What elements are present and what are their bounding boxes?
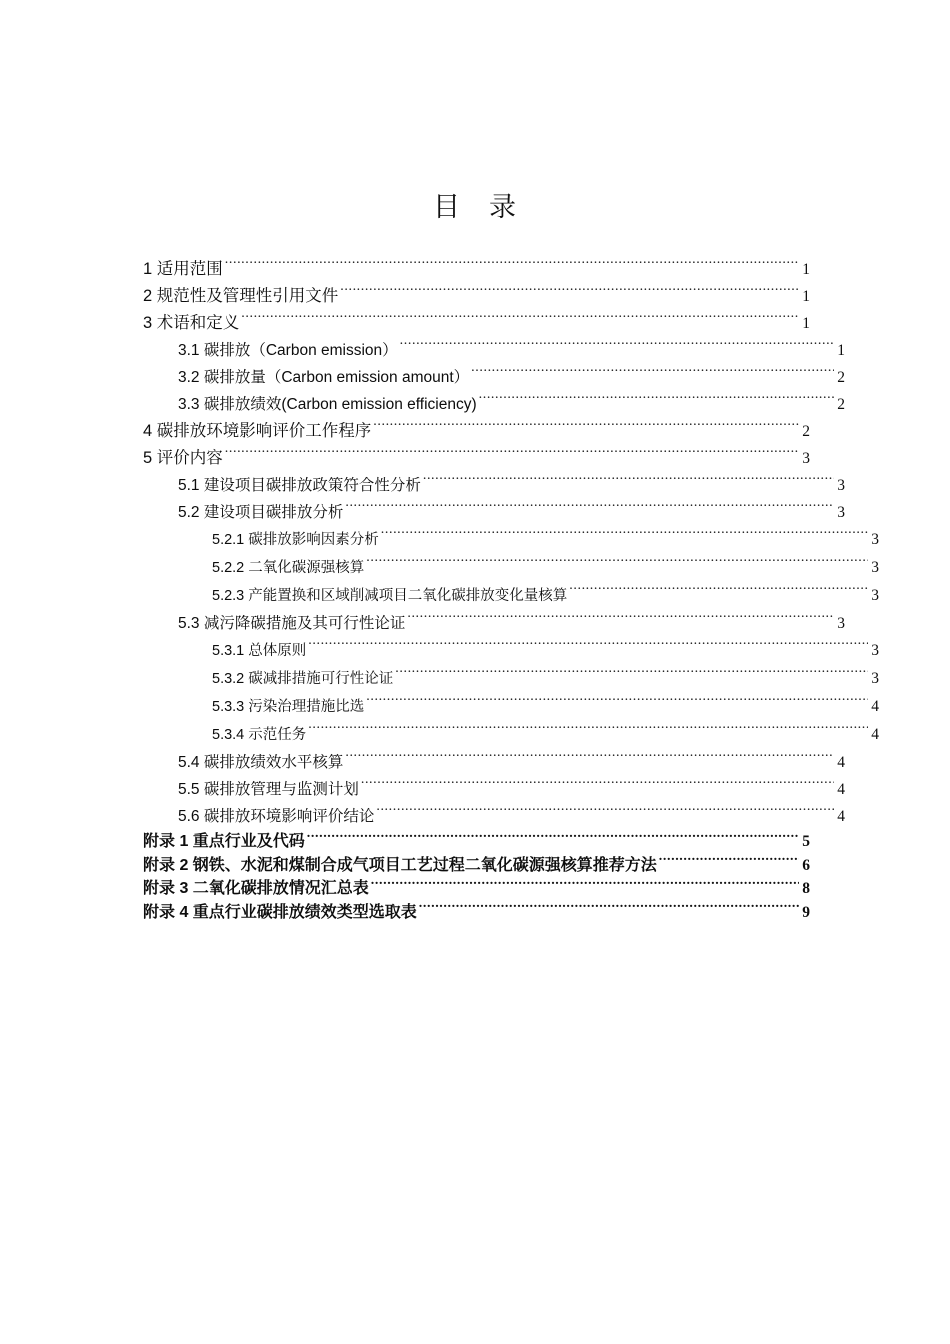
- toc-entry[interactable]: [143, 445, 810, 472]
- toc-dot-leader: [423, 475, 834, 491]
- toc-dot-leader: [225, 447, 799, 464]
- toc-dot-leader: [308, 641, 868, 656]
- toc-dot-leader: [381, 530, 868, 545]
- toc-entry[interactable]: [143, 803, 845, 830]
- toc-dot-leader: [366, 697, 868, 712]
- toc-page-number: 3: [871, 531, 879, 548]
- toc-dot-leader: [395, 669, 868, 684]
- toc-entry-label: 5.2.2 二氧化碳源强核算: [212, 560, 365, 576]
- toc-entry[interactable]: [143, 256, 810, 283]
- toc-page-number: 8: [802, 880, 810, 897]
- toc-dot-leader: [345, 752, 834, 768]
- toc-entry-label: 4 碳排放环境影响评价工作程序: [143, 422, 372, 440]
- toc-dot-leader: [407, 613, 834, 629]
- toc-entry[interactable]: [143, 693, 879, 721]
- toc-page-number: 4: [837, 754, 845, 771]
- toc-entry-label: 3.1 碳排放（Carbon emission）: [178, 342, 398, 359]
- toc-entry[interactable]: [143, 854, 810, 878]
- toc-page-number: 2: [837, 396, 845, 413]
- toc-entry-label: 附录 4 重点行业碳排放绩效类型选取表: [143, 903, 417, 921]
- toc-entry-label: 5.6 碳排放环境影响评价结论: [178, 808, 375, 825]
- toc-dot-leader: [345, 502, 834, 518]
- toc-entry-label: 5.3.4 示范任务: [212, 727, 307, 743]
- toc-entry[interactable]: [143, 554, 879, 582]
- toc-dot-leader: [471, 367, 834, 383]
- toc-entry[interactable]: [143, 721, 879, 749]
- toc-dot-leader: [659, 854, 799, 870]
- toc-entry-label: 3.3 碳排放绩效(Carbon emission efficiency): [178, 396, 477, 413]
- toc-entry[interactable]: [143, 391, 845, 418]
- toc-dot-leader: [308, 725, 868, 740]
- toc-entry[interactable]: [143, 610, 845, 637]
- toc-entry-label: 2 规范性及管理性引用文件: [143, 287, 339, 305]
- toc-page-number: 3: [871, 559, 879, 576]
- toc-page-number: 3: [871, 587, 879, 604]
- toc-page-number: 3: [837, 477, 845, 494]
- toc-dot-leader: [241, 312, 799, 329]
- toc-page-number: 5: [802, 833, 810, 850]
- toc-entry-label: 5.3.3 污染治理措施比选: [212, 699, 365, 715]
- toc-dot-leader: [307, 830, 799, 846]
- toc-entry-label: 5.3 减污降碳措施及其可行性论证: [178, 615, 406, 632]
- toc-entry[interactable]: [143, 283, 810, 310]
- toc-entry-label: 5.2 建设项目碳排放分析: [178, 504, 344, 521]
- toc-page-number: 1: [802, 261, 810, 278]
- toc-entry[interactable]: [143, 337, 845, 364]
- toc-entry-label: 5.3.2 碳减排措施可行性论证: [212, 671, 394, 687]
- toc-dot-leader: [361, 779, 834, 795]
- toc-entry-label: 5.1 建设项目碳排放政策符合性分析: [178, 477, 421, 494]
- toc-entry[interactable]: [143, 310, 810, 337]
- toc-page-number: 2: [837, 369, 845, 386]
- toc-entry[interactable]: [143, 418, 810, 445]
- toc-page-number: 1: [802, 288, 810, 305]
- toc-dot-leader: [373, 420, 799, 437]
- toc-page-number: 1: [802, 315, 810, 332]
- toc-page-number: 4: [871, 698, 879, 715]
- toc-dot-leader: [340, 285, 799, 302]
- toc-dot-leader: [400, 340, 834, 356]
- table-of-contents: [143, 256, 879, 924]
- toc-entry-label: 5.2.3 产能置换和区域削减项目二氧化碳排放变化量核算: [212, 588, 568, 604]
- toc-entry[interactable]: [143, 582, 879, 610]
- toc-entry[interactable]: [143, 901, 810, 925]
- toc-entry[interactable]: [143, 526, 879, 554]
- toc-page-number: 2: [802, 423, 810, 440]
- toc-entry[interactable]: [143, 776, 845, 803]
- toc-entry[interactable]: [143, 749, 845, 776]
- toc-page-number: 3: [837, 615, 845, 632]
- toc-page-number: 1: [837, 342, 845, 359]
- toc-entry-label: 5.2.1 碳排放影响因素分析: [212, 532, 379, 548]
- toc-entry[interactable]: [143, 637, 879, 665]
- toc-page-number: 9: [802, 903, 810, 921]
- toc-page-number: 4: [871, 726, 879, 743]
- toc-entry-label: 3 术语和定义: [143, 314, 240, 332]
- toc-entry-label: 5.5 碳排放管理与监测计划: [178, 781, 359, 798]
- toc-entry[interactable]: [143, 364, 845, 391]
- toc-entry[interactable]: [143, 499, 845, 526]
- toc-page-number: 3: [837, 504, 845, 521]
- toc-dot-leader: [569, 586, 868, 601]
- toc-entry-label: 1 适用范围: [143, 260, 223, 278]
- toc-dot-leader: [479, 394, 834, 410]
- toc-dot-leader: [371, 877, 799, 893]
- toc-entry-label: 附录 3 二氧化碳排放情况汇总表: [143, 880, 369, 897]
- toc-dot-leader: [376, 806, 834, 822]
- toc-entry-label: 5.4 碳排放绩效水平核算: [178, 754, 344, 771]
- toc-entry-label: 附录 1 重点行业及代码: [143, 833, 305, 850]
- toc-entry[interactable]: [143, 472, 845, 499]
- toc-dot-leader: [225, 258, 799, 275]
- toc-page-number: 3: [871, 642, 879, 659]
- toc-entry[interactable]: [143, 830, 810, 854]
- toc-dot-leader: [366, 558, 868, 573]
- toc-entry-label: 5.3.1 总体原则: [212, 643, 307, 659]
- toc-page-number: 3: [802, 450, 810, 467]
- toc-entry-label: 附录 2 钢铁、水泥和煤制合成气项目工艺过程二氧化碳源强核算推荐方法: [143, 856, 657, 874]
- toc-entry-label: 5 评价内容: [143, 449, 223, 467]
- toc-entry[interactable]: [143, 877, 810, 901]
- toc-entry-label: 3.2 碳排放量（Carbon emission amount）: [178, 369, 470, 386]
- page-title: 目 录: [433, 192, 517, 222]
- toc-entry[interactable]: [143, 665, 879, 693]
- toc-page-number: 3: [871, 670, 879, 687]
- toc-page-number: 4: [837, 781, 845, 798]
- toc-page-number: 4: [837, 808, 845, 825]
- toc-dot-leader: [419, 901, 799, 917]
- toc-page-number: 6: [802, 856, 810, 874]
